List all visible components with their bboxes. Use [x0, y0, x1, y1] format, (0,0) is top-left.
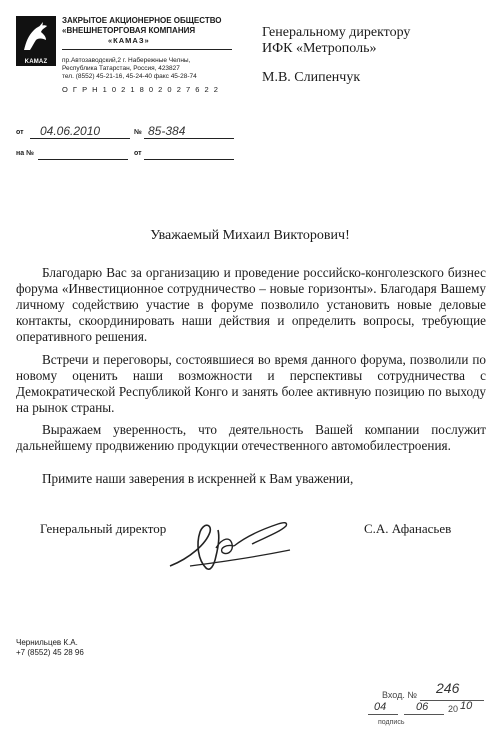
- address-line-2: Республика Татарстан, Россия, 423827: [62, 65, 180, 72]
- incoming-number-handwritten: 246: [436, 680, 460, 696]
- ref-date-line: [30, 138, 130, 139]
- incoming-sign-label: подпись: [378, 719, 405, 726]
- closing: [16, 471, 486, 487]
- ogrn: О Г Р Н 1 0 2 1 8 0 2 0 2 7 6 2 2: [62, 85, 220, 94]
- greeting: Уважаемый Михаил Викторович!: [150, 228, 350, 243]
- ref-from-label: от: [16, 129, 24, 136]
- ref-number-line: [144, 138, 234, 139]
- signatory-title: Генеральный директор: [40, 521, 167, 536]
- company-line-3: «КАМАЗ»: [108, 36, 150, 45]
- body-paragraph-1-text: Благодарю Вас за организацию и проведение российско-конголезского бизнес форума «Инвестиционное сотрудничество – новые горизонты». Благодаря Вашему личному содействию участие в форуме позволило установить новые деловые контакты, скоординировать наши действия и определить вопросы, требующие оперативного решения.: [16, 265, 486, 344]
- company-line-2: «ВНЕШНЕТОРГОВАЯ КОМПАНИЯ: [62, 26, 196, 35]
- incoming-day-handwritten: 04: [374, 701, 387, 713]
- body-paragraph-1: [16, 265, 486, 345]
- incoming-month-handwritten: 06: [416, 701, 429, 713]
- closing-text: Примите наши заверения в искренней к Вам уважении,: [42, 471, 354, 486]
- ref-to-label: на №: [16, 150, 34, 157]
- address-line-3: тел. (8552) 45-21-16, 45-24-40 факс 45-28-74: [62, 73, 197, 80]
- incoming-label: Вход. №: [382, 690, 418, 700]
- body-paragraph-2: [16, 352, 486, 416]
- address-line-1: пр.Автозаводский,2 г. Набережные Челны,: [62, 57, 191, 64]
- body-paragraph-3: [16, 422, 486, 454]
- company-line-1: ЗАКРЫТОЕ АКЦИОНЕРНОЕ ОБЩЕСТВО: [62, 16, 222, 25]
- incoming-year-handwritten: 10: [460, 700, 473, 712]
- kamaz-logo: [16, 16, 56, 66]
- kamaz-horse-icon: [16, 16, 56, 58]
- incoming-month-line: [404, 714, 444, 715]
- ref-to-from-line: [144, 159, 234, 160]
- letterhead-divider: [62, 49, 232, 50]
- recipient-title: Генеральному директору: [262, 25, 411, 40]
- ref-number-label: №: [134, 129, 142, 136]
- logo-caption: KAMAZ: [24, 59, 48, 65]
- executor-phone: +7 (8552) 45 28 96: [16, 648, 84, 657]
- incoming-number-line: [420, 700, 484, 701]
- signatory-name: С.А. Афанасьев: [364, 521, 452, 536]
- recipient-company: ИФК «Метрополь»: [262, 41, 377, 56]
- ref-date-handwritten: 04.06.2010: [40, 124, 101, 138]
- executor-name: Чернильцев К.А.: [16, 638, 78, 647]
- handwritten-signature: [160, 508, 300, 578]
- body-paragraph-3-text: Выражаем уверенность, что деятельность Вашей компании послужит дальнейшему продвижению продукции отечественного автомобилестроения.: [16, 422, 486, 453]
- ref-to-line: [38, 159, 128, 160]
- ref-to-from-label: от: [134, 150, 142, 157]
- incoming-year-prefix: 20: [448, 704, 459, 714]
- ref-number-handwritten: 85-384: [148, 124, 186, 138]
- body-paragraph-2-text: Встречи и переговоры, состоявшиеся во время данного форума, позволили по новому оценить наши возможности и перспективы сотрудничества с Демократической Республикой Конго и занять более активную позицию по выходу на рынок страны.: [16, 352, 486, 415]
- incoming-day-line: [368, 714, 398, 715]
- recipient-name: М.В. Слипенчук: [262, 70, 361, 85]
